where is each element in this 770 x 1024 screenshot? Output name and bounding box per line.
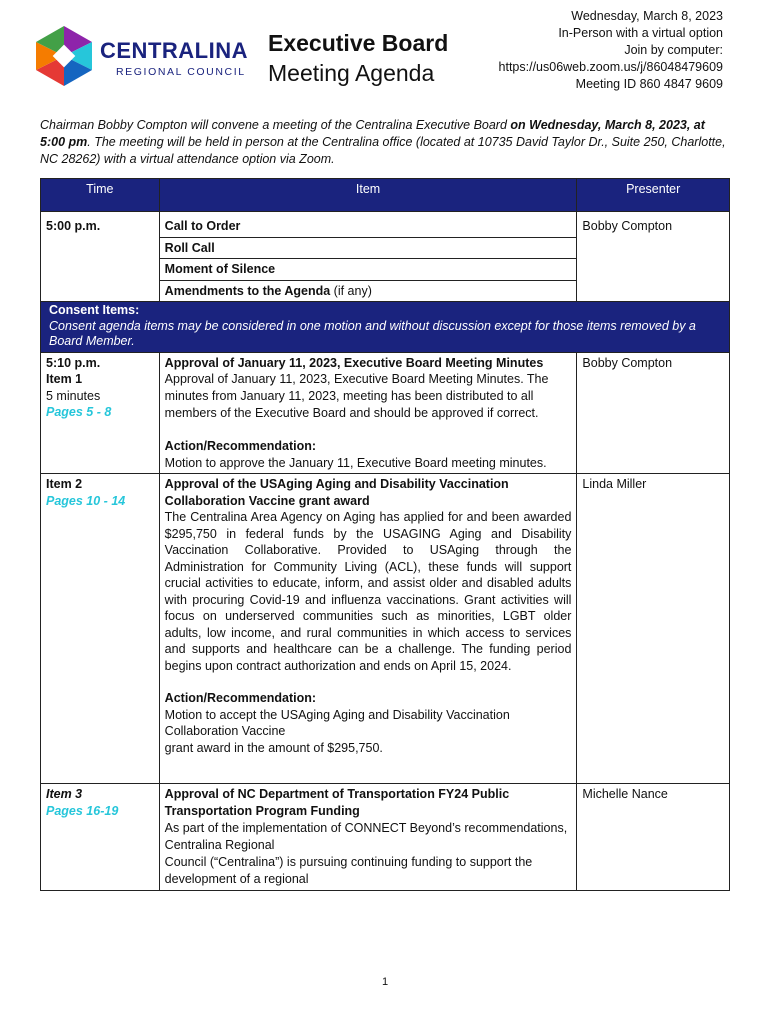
item2-pages: Pages 10 - 14: [46, 493, 126, 508]
item3-presenter: Michelle Nance: [577, 784, 730, 891]
item2-content: [159, 474, 577, 784]
logo-subtitle: REGIONAL COUNCIL: [116, 66, 246, 78]
item2-action1: Motion to accept the USAging Aging and Disability Vaccination Collaboration Vaccine: [164, 707, 510, 738]
item3-pages: Pages 16-19: [46, 803, 119, 818]
meeting-id: Meeting ID 860 4847 9609: [575, 77, 723, 91]
roll-call: Roll Call: [160, 238, 577, 260]
item1-content: [159, 352, 577, 474]
consent-desc: Consent agenda items may be considered in one motion and without discussion except for those items removed by a Board Member.: [49, 318, 696, 348]
item3-body2: Council (“Centralina”) is pursuing continuing funding to support the development of a regional: [164, 855, 533, 886]
header-presenter: Presenter: [577, 179, 730, 212]
header-item: Item: [159, 179, 577, 212]
item2-action-label: Action/Recommendation:: [164, 691, 317, 705]
page-number: 1: [381, 976, 389, 988]
item2-action2: grant award in the amount of $295,750.: [164, 740, 383, 755]
item3-body1: As part of the implementation of CONNECT Beyond’s recommendations, Centralina Regional: [164, 821, 568, 852]
item3-time-cell: [41, 784, 160, 891]
logo-name: CENTRALINA: [100, 38, 248, 63]
page-title: [268, 28, 448, 88]
item1-title: Approval of January 11, 2023, Executive Board Meeting Minutes: [164, 355, 544, 370]
agenda-table: [40, 178, 730, 891]
item3-title: Approval of NC Department of Transportation FY24 Public Transportation Program Funding: [164, 787, 510, 818]
item1-duration: 5 minutes: [46, 388, 101, 403]
meeting-mode: In-Person with a virtual option: [558, 26, 723, 40]
meeting-info: [499, 8, 723, 93]
join-label: Join by computer:: [624, 43, 723, 57]
meeting-date: Wednesday, March 8, 2023: [571, 9, 723, 23]
item1-time: 5:10 p.m.: [46, 355, 101, 370]
item3-content: [159, 784, 577, 891]
amendments: Amendments to the Agenda (if any): [164, 283, 372, 298]
table-row-item1: [41, 352, 730, 474]
table-row-opening: [41, 212, 730, 302]
table-header-row: [41, 179, 730, 212]
zoom-link[interactable]: https://us06web.zoom.us/j/86048479609: [498, 60, 723, 74]
item2-presenter: Linda Miller: [577, 474, 730, 784]
item1-body: Approval of January 11, 2023, Executive Board Meeting Minutes. The minutes from January 11, 2023, meeting has been distributed to all members of the Executive Board and should be approved if correct.: [164, 372, 549, 420]
item2-title: Approval of the USAging Aging and Disability Vaccination Collaboration Vaccine grant award: [164, 477, 509, 508]
item2-label: Item 2: [46, 477, 83, 491]
call-to-order: Call to Order: [160, 216, 577, 238]
item1-presenter: Bobby Compton: [577, 352, 730, 474]
table-row-item2: [41, 474, 730, 784]
opening-time: 5:00 p.m.: [41, 212, 160, 302]
centralina-logo-icon: [34, 24, 94, 88]
item1-label: Item 1: [46, 372, 83, 386]
header-time: Time: [41, 179, 160, 212]
moment-of-silence: Moment of Silence: [160, 259, 577, 281]
header: [0, 0, 770, 110]
consent-title: Consent Items:: [49, 303, 140, 317]
item2-body: The Centralina Area Agency on Aging has applied for and been awarded $295,750 in federal funds by the USAGING Aging and Disability Vaccination Collaborative. Provided to USAging through the Administration for Community Living (ACL), these funds will support crucial activities to educate, inform, and assist older and disabled adults with procuring Covid-19 and influenza vaccinations. Grant activities will focus on underserved communities such as minorities, LGBT older adults, low income, and rural communities in which access to services and supports and healthcare can be a challenge. The funding period begins upon contract authorization and ends on April 15, 2024.: [164, 510, 572, 673]
item3-label: Item 3: [46, 787, 83, 801]
opening-presenter: Bobby Compton: [577, 212, 730, 302]
item1-time-cell: [41, 352, 160, 474]
opening-items: [159, 212, 577, 302]
table-row-item3: [41, 784, 730, 891]
logo: [34, 24, 254, 96]
item1-pages: Pages 5 - 8: [46, 405, 112, 419]
item1-action: Motion to approve the January 11, Executive Board meeting minutes.: [164, 455, 547, 470]
title-line1: Executive Board: [268, 30, 449, 56]
title-line2: Meeting Agenda: [268, 60, 435, 86]
item1-action-label: Action/Recommendation:: [164, 439, 317, 453]
consent-row: [41, 302, 730, 353]
intro-paragraph: Chairman Bobby Compton will convene a meeting of the Centralina Executive Board on Wednesday, March 8, 2023, at 5:00 pm. The meeting will be held in person at the Centralina office (located at 10735 David Taylor Dr., Suite 250, Charlotte, NC 28262) with a virtual attendance option via Zoom.: [40, 118, 726, 166]
consent-cell: [41, 302, 730, 353]
item2-time-cell: [41, 474, 160, 784]
